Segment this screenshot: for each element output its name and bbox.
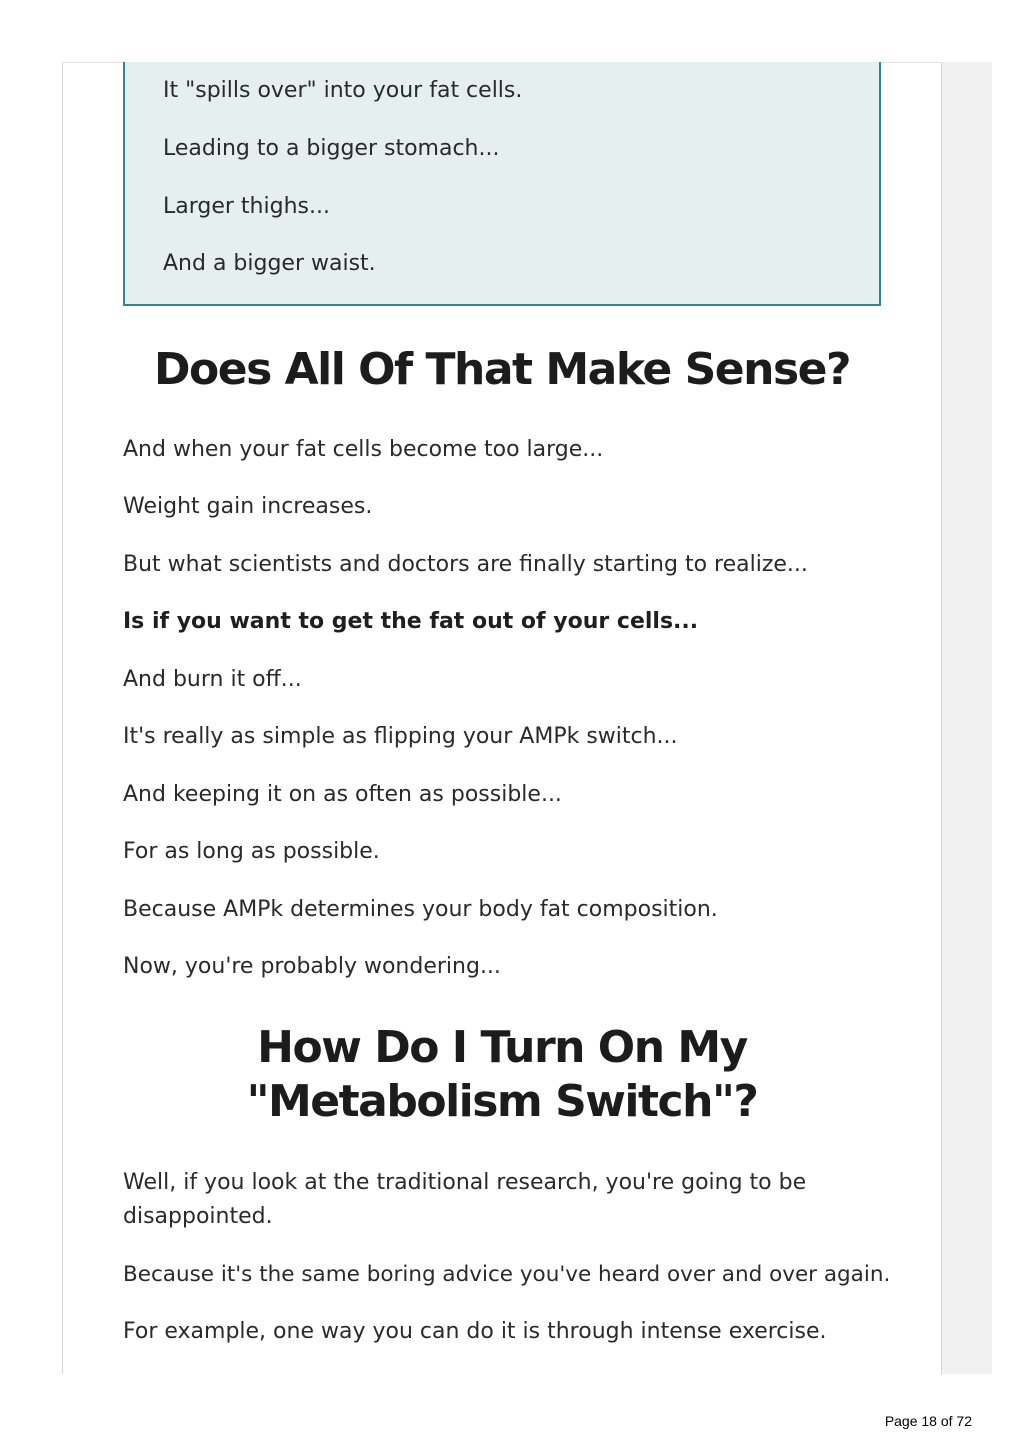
callout-line: It "spills over" into your fat cells. xyxy=(163,78,523,103)
paragraph: For example, one way you can do it is through intense exercise. xyxy=(123,1319,827,1344)
callout-line: And a bigger waist. xyxy=(163,251,376,276)
paragraph: Now, you're probably wondering... xyxy=(123,954,501,979)
paragraph: It's really as simple as flipping your AMPk switch... xyxy=(123,724,678,749)
paragraph: Well, if you look at the traditional research, you're going to be disappointed. xyxy=(123,1170,807,1229)
page-number: Page 18 of 72 xyxy=(884,1413,972,1429)
paragraph: And when your fat cells become too large... xyxy=(123,437,604,462)
paragraph: Because AMPk determines your body fat composition. xyxy=(123,897,718,922)
callout-line: Leading to a bigger stomach... xyxy=(163,136,500,161)
section-heading: How Do I Turn On My "Metabolism Switch"? xyxy=(246,1022,758,1127)
paragraph: But what scientists and doctors are finally starting to realize... xyxy=(123,552,808,577)
paragraph: Because it's the same boring advice you've heard over and over again. xyxy=(123,1262,891,1287)
paragraph: Weight gain increases. xyxy=(123,494,373,519)
side-gutter xyxy=(942,62,992,1374)
callout-line: Larger thighs... xyxy=(163,194,330,219)
paragraph: And burn it off... xyxy=(123,667,302,692)
paragraph-bold: Is if you want to get the fat out of your cells... xyxy=(123,609,699,634)
section-heading: Does All Of That Make Sense? xyxy=(153,344,850,395)
paragraph: And keeping it on as often as possible... xyxy=(123,782,562,807)
callout-box xyxy=(123,62,881,306)
paragraph: For as long as possible. xyxy=(123,839,380,864)
